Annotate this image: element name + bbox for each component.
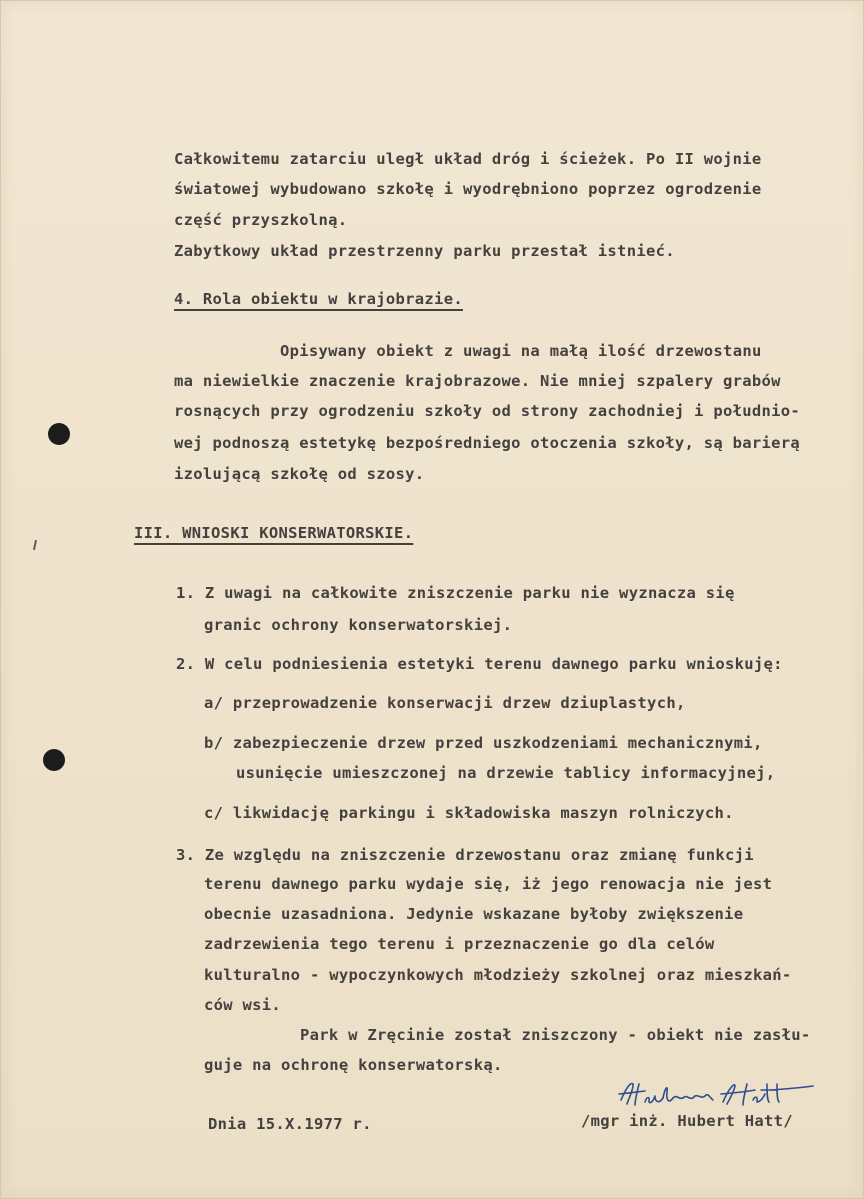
text-line: b/ zabezpieczenie drzew przed uszkodzeniami mechanicznymi, xyxy=(204,734,763,752)
text-line: światowej wybudowano szkołę i wyodrębniono poprzez ogrodzenie xyxy=(174,180,762,198)
text-line: usunięcie umieszczonej na drzewie tablicy informacyjnej, xyxy=(236,764,776,782)
text-line: granic ochrony konserwatorskiej. xyxy=(204,616,513,634)
handwritten-signature xyxy=(617,1078,817,1114)
text-line: guje na ochronę konserwatorską. xyxy=(204,1056,503,1074)
text-line: zadrzewienia tego terenu i przeznaczenie go dla celów xyxy=(204,935,715,953)
text-line: ma niewielkie znaczenie krajobrazowe. Nie mniej szpalery grabów xyxy=(174,372,781,390)
text-line: Zabytkowy układ przestrzenny parku przestał istnieć. xyxy=(174,242,675,260)
text-line: obecnie uzasadniona. Jedynie wskazane byłoby zwiększenie xyxy=(204,905,744,923)
author-name: /mgr inż. Hubert Hatt/ xyxy=(581,1112,793,1130)
text-line: Opisywany obiekt z uwagi na małą ilość drzewostanu xyxy=(280,342,762,360)
text-line: wej podnoszą estetykę bezpośredniego otoczenia szkoły, są barierą xyxy=(174,434,801,452)
item-2c: c/ likwidację parkingu i składowiska maszyn rolniczych. xyxy=(204,804,734,822)
section-iii-heading: III. WNIOSKI KONSERWATORSKIE. xyxy=(134,524,414,542)
text-line: kulturalno - wypoczynkowych młodzieży szkolnej oraz mieszkań- xyxy=(204,966,792,984)
text-line: 1. Z uwagi na całkowite zniszczenie parku nie wyznacza się xyxy=(176,584,735,602)
section-4-heading: 4. Rola obiektu w krajobrazie. xyxy=(174,290,463,308)
date-line: Dnia 15.X.1977 r. xyxy=(208,1115,372,1133)
punch-hole-lower xyxy=(43,749,65,771)
item-2a: a/ przeprowadzenie konserwacji drzew dziuplastych, xyxy=(204,694,686,712)
text-line: terenu dawnego parku wydaje się, iż jego renowacja nie jest xyxy=(204,875,773,893)
margin-mark xyxy=(33,540,37,550)
text-line: rosnących przy ogrodzeniu szkoły od strony zachodniej i południo- xyxy=(174,402,801,420)
text-line: część przyszkolną. xyxy=(174,211,348,229)
text-line: ców wsi. xyxy=(204,996,282,1014)
text-line: Park w Zręcinie został zniszczony - obiekt nie zasłu- xyxy=(300,1026,811,1044)
punch-hole-upper xyxy=(48,423,70,445)
text-line: izolującą szkołę od szosy. xyxy=(174,465,425,483)
text-line: Całkowitemu zatarciu uległ układ dróg i ścieżek. Po II wojnie xyxy=(174,150,762,168)
text-line: 3. Ze względu na zniszczenie drzewostanu oraz zmianę funkcji xyxy=(176,846,754,864)
item-2: 2. W celu podniesienia estetyki terenu dawnego parku wnioskuję: xyxy=(176,655,783,673)
